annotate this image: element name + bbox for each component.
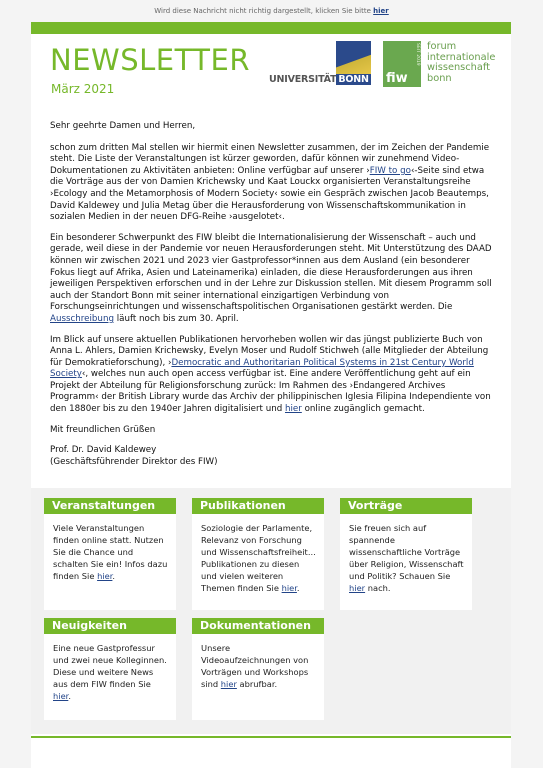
fiw-to-go-link[interactable]: FIW to go — [369, 165, 411, 176]
tile-dokumentationen[interactable] — [192, 618, 324, 720]
view-in-browser-text: Wird diese Nachricht nicht richtig dargestellt, klicken Sie bitte — [154, 7, 371, 15]
newsletter-title: NEWSLETTER — [50, 43, 250, 77]
university-logo-mark-colors — [336, 41, 371, 76]
tile-neuigkeiten[interactable] — [44, 618, 176, 720]
university-bonn-logo[interactable] — [269, 41, 369, 87]
tile-text: Sie freuen sich auf spannende wissenschaftliche Vorträge über Religion, Wissenschaft und Politik? Schauen Sie hier nach. — [349, 523, 464, 593]
tile-link[interactable]: hier — [220, 679, 237, 689]
editorial-letter — [50, 121, 496, 468]
letter-paragraph-3: Im Blick auf unsere aktuellen Publikationen hervorheben wollen wir das jüngst publizierte Buch von Anna L. Ahlers, Damien Krichewsky, Evelyn Moser und Rudolf Stichweh (alle Mitglieder der Abteilung für Demokratieforschung), ›Democratic and Authoritarian Political Systems in 21st Century World Society‹, welches nun auch open access verfügbar ist. Eine andere Veröffentlichung geht auf ein Projekt der Abteilung für Religionsforschung zurück: Im Rahmen des ›Endangered Archives Programm‹ der British Library wurde das Archiv der philippinischen Iglesia Filipina Independiente von den 1880er bis zu den 1940er Jahren digitalisiert und hier online zugänglich gemacht. — [50, 334, 491, 415]
fiw-logo-wordmark: forum internationale wissenschaft bonn — [427, 41, 496, 84]
tile-title: Vorträge — [340, 498, 472, 514]
tile-title: Publikationen — [192, 498, 324, 514]
signature-name: Prof. Dr. David Kaldewey — [50, 445, 157, 456]
archive-link[interactable]: hier — [284, 404, 302, 415]
newsletter-date: März 2021 — [51, 82, 115, 96]
tile-text: Unsere Videoaufzeichnungen von Vorträgen und Workshops sind hier abrufbar. — [201, 643, 309, 689]
fiw-logo-mark: SEIT 2019 fiw — [383, 41, 421, 87]
letter-greeting: Sehr geehrte Damen und Herren, — [50, 121, 196, 131]
tile-text: Viele Veranstaltungen finden online statt. Nutzen Sie die Chance und schalten Sie ein! Infos dazu finden Sie hier. — [53, 523, 168, 581]
tile-publikationen[interactable] — [192, 498, 324, 610]
tile-title: Neuigkeiten — [44, 618, 176, 634]
tile-link[interactable]: hier — [97, 571, 113, 581]
university-logo-wordmark: UNIVERSITÄT BONN — [269, 74, 369, 85]
book-link[interactable]: Democratic and Authoritarian Political Systems in 21st Century World Society — [50, 357, 474, 380]
letter-paragraph-2: Ein besonderer Schwerpunkt des FIW bleibt die Internationalisierung der Wissenschaft – auch und gerade, weil diese in der Pandemie vor neuen Herausforderungen steht. Mit Unterstützung des DAAD können wir zwischen 2021 und 2023 vier Gastprofessor*innen aus dem Ausland (ein besonderer Fokus liegt auf Afrika, Asien und Lateinamerika) einladen, die diese Herausforderungen aus ihren jeweiligen Perspektiven erforschen und in der Lehre zur Diskussion stellen. Mit diesem Programm soll auch der Standort Bonn mit seiner international einzigartigen Verbindung von Forschungseinrichtungen und wissenschaftspolitischen Organisationen gestärkt werden. Die Ausschreibung läuft noch bis zum 30. April. — [50, 232, 492, 324]
signature-role: (Geschäftsführender Direktor des FIW) — [50, 456, 218, 467]
tile-title: Dokumentationen — [192, 618, 324, 634]
fiw-logo[interactable] — [383, 41, 503, 89]
letter-paragraph-1: schon zum dritten Mal stellen wir hiermit einen Newsletter zusammen, der im Zeichen der Pandemie steht. Die Liste der Veranstaltungen ist kürzer geworden, dafür können wir zunehmend Video-Dokumentationen zu Aktivitäten anbieten: Online verfügbar auf unserer ›FIW to go‹-Seite sind etwa die Vorträge aus der von Damien Krichewsky und Kaat Louckx organisierten Veranstaltungsreihe ›Ecology and the Metamorphosis of Modern Society‹ sowie ein Gespräch zwischen Jacob Beautemps, David Kaldewey und Julia Metag über die Herausforderung von Wissenschaftskommunikation in sozialen Medien in der neuen DFG-Reihe ›ausgelotet‹. — [50, 142, 490, 223]
letter-closing: Mit freundlichen Grüßen — [50, 424, 156, 435]
tile-link[interactable]: hier — [53, 691, 69, 701]
tile-link[interactable]: hier — [349, 583, 366, 593]
sections-panel — [31, 488, 511, 734]
tile-text: Soziologie der Parlamente, Relevanz von Forschung und Wissenschaftsfreiheit... Publikationen zu diesen und vielen weiteren Themen finden Sie hier. — [201, 523, 316, 593]
tile-text: Eine neue Gastprofessur und zwei neue Kolleginnen. Diese und weitere News aus dem FIW finden Sie hier. — [53, 643, 167, 701]
tile-vortraege[interactable] — [340, 498, 472, 610]
ausschreibung-link[interactable]: Ausschreibung — [50, 313, 114, 324]
newsletter-card — [31, 22, 511, 768]
view-in-browser-note — [0, 0, 543, 22]
view-in-browser-link[interactable]: hier — [373, 7, 389, 15]
tile-link[interactable]: hier — [281, 583, 297, 593]
tile-veranstaltungen[interactable] — [44, 498, 176, 610]
tile-title: Veranstaltungen — [44, 498, 176, 514]
top-accent-bar — [31, 22, 511, 34]
bottom-accent-line — [31, 736, 511, 738]
